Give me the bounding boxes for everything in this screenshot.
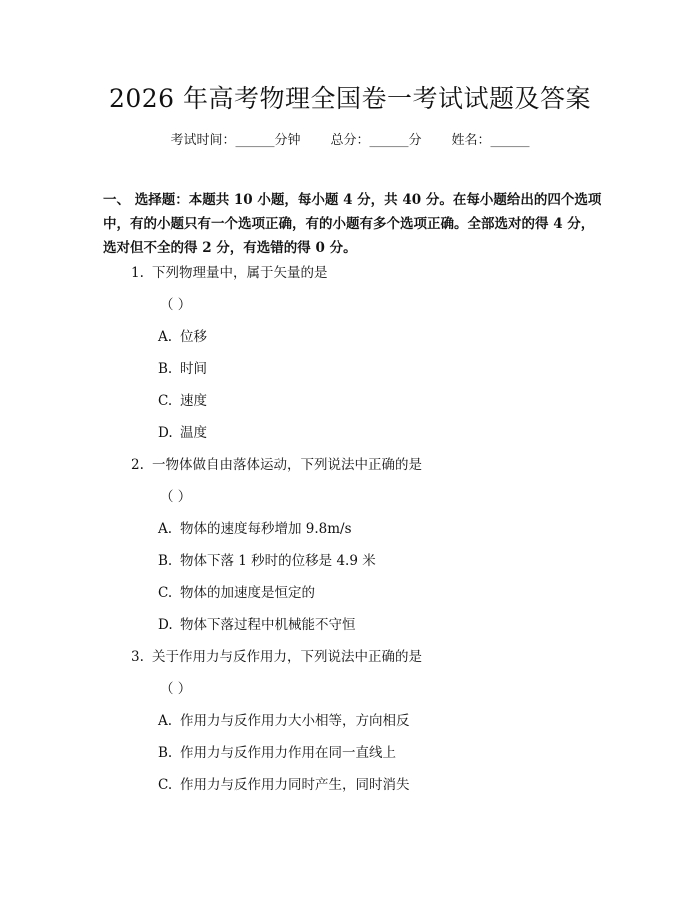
option-text: 作用力与反作用力作用在同一直线上 [180, 745, 396, 761]
option-text: 物体的速度每秒增加 9.8m/s [180, 521, 352, 537]
option-c [158, 775, 410, 795]
option-d [158, 423, 207, 443]
option-letter: D. [158, 617, 173, 633]
option-letter: A. [158, 329, 173, 345]
option-letter: C. [158, 393, 173, 409]
question-1 [131, 263, 328, 283]
option-text: 作用力与反作用力同时产生，同时消失 [180, 777, 410, 793]
page-title: 2026 年高考物理全国卷一考试试题及答案 [108, 84, 592, 113]
option-letter: A. [158, 521, 173, 537]
question-number: 1. [131, 265, 144, 281]
exam-time: 考试时间：______分钟 [170, 133, 301, 148]
option-d [158, 615, 356, 635]
answer-paren: （ ） [160, 297, 192, 313]
question-text: 下列物理量中，属于矢量的是 [152, 265, 328, 281]
option-c [158, 583, 315, 603]
option-text: 温度 [180, 425, 207, 441]
question-2 [131, 455, 422, 475]
exam-name: 姓名：______ [451, 133, 530, 148]
section-heading: 一、 选择题：本题共 10 小题，每小题 4 分，共 40 分。在每小题给出的四个选项中，有的小题只有一个选项正确，有的小题有多个选项正确。全部选对的得 4 分，选对但不全的得 2 分，有选错的得 0 分。 [103, 192, 602, 256]
option-letter: B. [158, 361, 173, 377]
exam-total-score: 总分：______分 [330, 133, 422, 148]
question-text: 一物体做自由落体运动，下列说法中正确的是 [152, 457, 422, 473]
option-text: 物体下落过程中机械能不守恒 [180, 617, 356, 633]
option-letter: A. [158, 713, 173, 729]
option-a [158, 327, 207, 347]
option-c [158, 391, 207, 411]
answer-paren: （ ） [160, 681, 192, 697]
option-text: 速度 [180, 393, 207, 409]
option-letter: B. [158, 745, 173, 761]
question-number: 2. [131, 457, 144, 473]
option-b [158, 359, 207, 379]
option-letter: B. [158, 553, 173, 569]
option-a [158, 519, 352, 539]
option-text: 物体下落 1 秒时的位移是 4.9 米 [180, 553, 376, 569]
exam-meta [0, 131, 700, 151]
question-text: 关于作用力与反作用力，下列说法中正确的是 [152, 649, 422, 665]
question-number: 3. [131, 649, 144, 665]
answer-paren: （ ） [160, 489, 192, 505]
option-letter: D. [158, 425, 173, 441]
option-letter: C. [158, 585, 173, 601]
option-text: 作用力与反作用力大小相等，方向相反 [180, 713, 410, 729]
option-text: 位移 [180, 329, 207, 345]
question-3 [131, 647, 422, 667]
option-b [158, 551, 376, 571]
option-b [158, 743, 396, 763]
option-text: 时间 [180, 361, 207, 377]
option-a [158, 711, 410, 731]
option-text: 物体的加速度是恒定的 [180, 585, 315, 601]
option-letter: C. [158, 777, 173, 793]
